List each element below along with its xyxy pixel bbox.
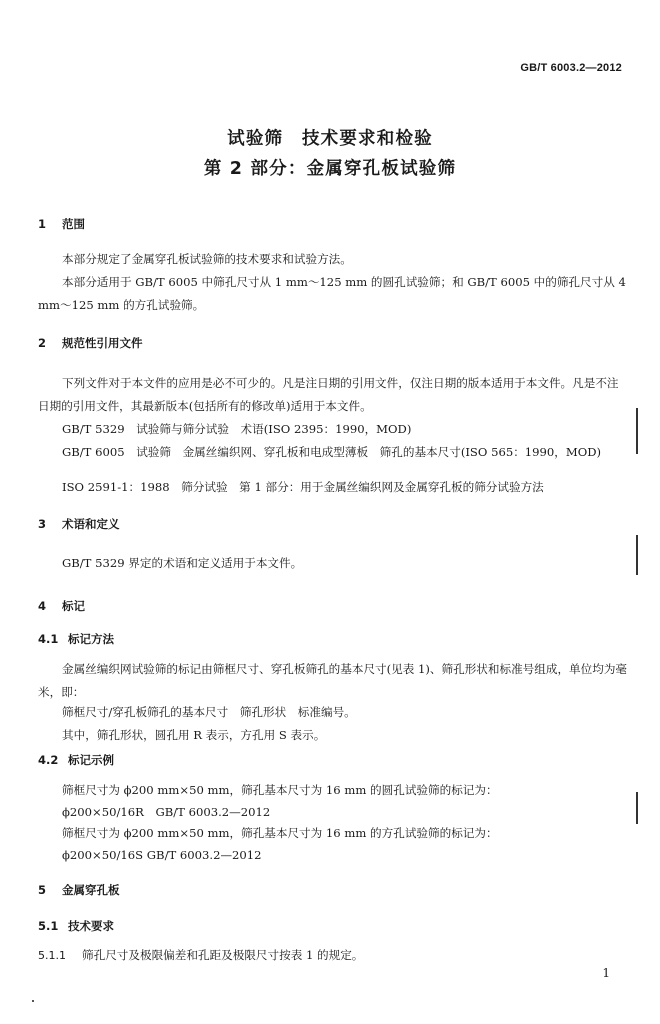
terms-definitions-paragraph: GB/T 5329 界定的术语和定义适用于本文件。 (62, 556, 303, 570)
section-3-heading (38, 516, 120, 532)
page-number: 1 (602, 966, 610, 980)
section-1-heading (38, 216, 85, 232)
scope-paragraph-1: 本部分规定了金属穿孔板试验筛的技术要求和试验方法。 (62, 252, 352, 266)
example-round-hole-description: 筛框尺寸为 ϕ200 mm×50 mm，筛孔基本尺寸为 16 mm 的圆孔试验筛的标记为： (62, 783, 498, 797)
standard-code: GB/T 6003.2—2012 (520, 62, 622, 74)
section-5-1-1-clause (38, 944, 363, 967)
section-4-1-heading (38, 631, 114, 647)
section-number: 2 (38, 336, 47, 350)
section-4-heading (38, 598, 85, 614)
margin-scan-mark (636, 535, 638, 575)
section-title: 金属穿孔板 (62, 883, 120, 897)
reference-gbt-6005: GB/T 6005 试验筛 金属丝编织网、穿孔板和电成型薄板 筛孔的基本尺寸(ISO 565：1990，MOD) (62, 445, 602, 459)
marking-format: 筛框尺寸/穿孔板筛孔的基本尺寸 筛孔形状 标准编号。 (62, 705, 356, 719)
clause-text: 筛孔尺寸及极限偏差和孔距及极限尺寸按表 1 的规定。 (82, 948, 364, 962)
section-5-heading (38, 882, 120, 898)
section-title: 范围 (62, 217, 85, 231)
section-number: 3 (38, 517, 47, 531)
section-2-heading (38, 335, 143, 351)
section-number: 4.2 (38, 753, 59, 767)
marking-shape-codes: 其中，筛孔形状，圆孔用 R 表示，方孔用 S 表示。 (62, 728, 326, 742)
section-title: 标记示例 (68, 753, 114, 767)
section-title: 技术要求 (68, 919, 114, 933)
section-title: 规范性引用文件 (62, 336, 143, 350)
section-number: 4.1 (38, 632, 59, 646)
reference-iso-2591: ISO 2591-1：1988 筛分试验 第 1 部分：用于金属丝编织网及金属穿孔板的筛分试验方法 (62, 480, 544, 494)
example-round-hole-marking: ϕ200×50/16R GB/T 6003.2—2012 (62, 805, 271, 819)
title-line-1: 试验筛 技术要求和检验 (227, 129, 433, 149)
section-4-2-heading (38, 752, 114, 768)
margin-scan-mark (636, 408, 638, 454)
section-title: 标记 (62, 599, 85, 613)
section-number: 4 (38, 599, 47, 613)
section-number: 5.1 (38, 919, 59, 933)
example-square-hole-marking: ϕ200×50/16S GB/T 6003.2—2012 (62, 848, 262, 862)
clause-number: 5.1.1 (38, 949, 66, 962)
section-number: 5 (38, 883, 47, 897)
section-5-1-heading (38, 918, 114, 934)
section-title: 术语和定义 (62, 517, 120, 531)
marking-method-paragraph: 金属丝编织网试验筛的标记由筛框尺寸、穿孔板筛孔的基本尺寸(见表 1)、筛孔形状和标准号组成，单位均为毫米，即： (38, 662, 628, 699)
title-line-2: 第 2 部分：金属穿孔板试验筛 (203, 159, 457, 179)
reference-gbt-5329: GB/T 5329 试验筛与筛分试验 术语(ISO 2395：1990，MOD) (62, 422, 412, 436)
section-number: 1 (38, 217, 47, 231)
example-square-hole-description: 筛框尺寸为 ϕ200 mm×50 mm，筛孔基本尺寸为 16 mm 的方孔试验筛的标记为： (62, 826, 498, 840)
scan-speck (32, 1000, 34, 1002)
margin-scan-mark (636, 792, 638, 824)
section-title: 标记方法 (68, 632, 114, 646)
scope-paragraph-2: 本部分适用于 GB/T 6005 中筛孔尺寸从 1 mm～125 mm 的圆孔试验筛；和 GB/T 6005 中的筛孔尺寸从 4 mm～125 mm 的方孔试验筛。 (38, 275, 626, 312)
normative-references-intro: 下列文件对于本文件的应用是必不可少的。凡是注日期的引用文件，仅注日期的版本适用于本文件。凡是不注日期的引用文件，其最新版本(包括所有的修改单)适用于本文件。 (38, 376, 619, 413)
